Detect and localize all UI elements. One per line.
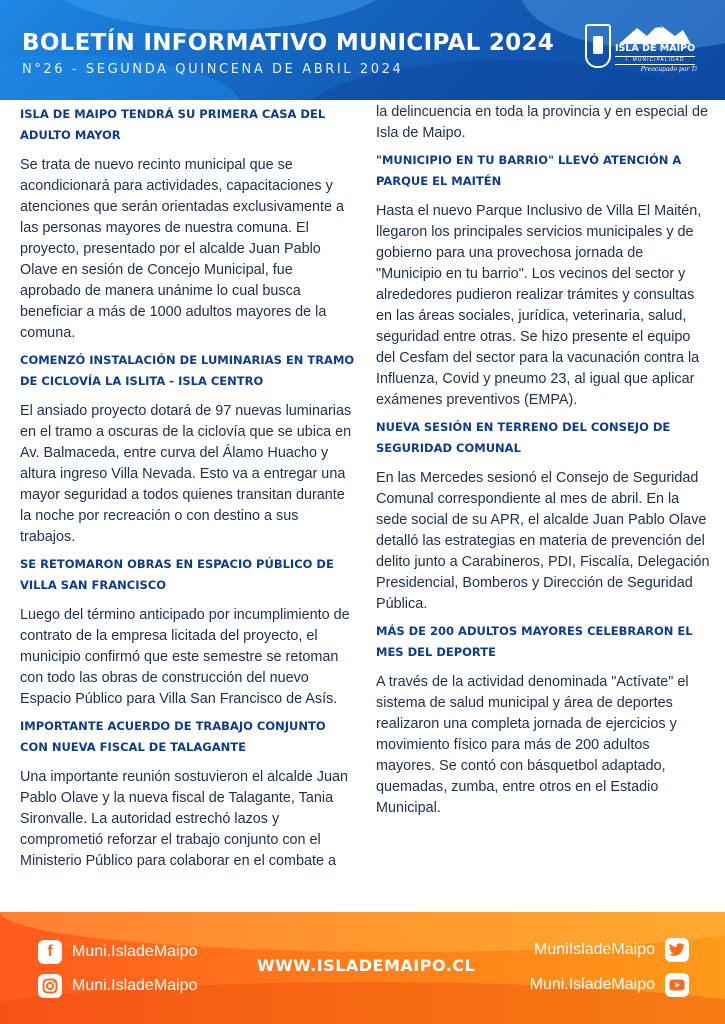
header-banner: [0, 0, 725, 100]
article-title: NUEVA SESIÓN EN TERRENO DEL CONSEJO DE SEGURIDAD COMUNAL: [376, 420, 671, 455]
coat-of-arms-icon: [585, 24, 611, 68]
article-title: ISLA DE MAIPO TENDRÁ SU PRIMERA CASA DEL ADULTO MAYOR: [20, 107, 326, 142]
youtube-icon: [665, 973, 689, 997]
article: [376, 621, 711, 819]
article-title: "MUNICIPIO EN TU BARRIO" LLEVÓ ATENCIÓN A PARQUE EL MAITÉN: [376, 153, 682, 188]
article: [20, 350, 355, 548]
footer-banner: [0, 912, 725, 1024]
facebook-icon: f: [38, 940, 62, 964]
youtube-link[interactable]: [530, 973, 689, 997]
article-body: En las Mercedes sesionó el Consejo de Seguridad Comunal correspondiente al mes de abril. En la sede social de su APR, el alcalde Juan Pablo Olave detalló las estrategias en materia de prevención del delito junto a Carabineros, PDI, Fiscalía, Delegación Presidencial, Bomberos y Dirección de Seguridad Pública.: [376, 470, 710, 612]
article-body: Hasta el nuevo Parque Inclusivo de Villa El Maitén, llegaron los principales servicios municipales y de gobierno para una provechosa jornada de "Municipio en tu barrio". Los vecinos del sector y alrededores pudieron realizar trámites y consultas en las áreas sociales, jurídica, veterinaria, salud, seguridad entre otras. Se hizo presente el equipo del Cesfam del sector para la vacunación contra la Influenza, Covid y pneumo 23, al igual que aplicar exámenes preventivos (EMPA).: [376, 203, 702, 408]
instagram-link[interactable]: [38, 974, 197, 998]
right-column: [376, 102, 711, 819]
logo-name: ISLA DE MAIPO: [615, 43, 696, 54]
article-title: SE RETOMARON OBRAS EN ESPACIO PÚBLICO DE VILLA SAN FRANCISCO: [20, 557, 334, 592]
article-body: Una importante reunión sostuvieron el alcalde Juan Pablo Olave y la nueva fiscal de Talagante, Tania Sironvalle. La autoridad estrechó lazos y comprometió reforzar el trabajo conjunto con el Ministerio Público para colaborar en el combate a: [20, 769, 348, 869]
mountain-icon: [619, 22, 691, 44]
twitter-handle: MuniIsladeMaipo: [534, 941, 655, 958]
article-body: Se trata de nuevo recinto municipal que se acondicionará para actividades, capacitaciones y atenciones que serán orientadas exclusivamente a las personas mayores de nuestra comuna. El proyecto, presentado por el alcalde Juan Pablo Olave en sesión de Concejo Municipal, fue aprobado de manera unánime lo cual busca beneficiar a más de 1000 adultos mayores de la comuna.: [20, 157, 344, 341]
article: [376, 150, 711, 411]
article-title: COMENZÓ INSTALACIÓN DE LUMINARIAS EN TRAMO DE CICLOVÍA LA ISLITA - ISLA CENTRO: [20, 353, 355, 388]
website-link[interactable]: WWW.ISLADEMAIPO.CL: [257, 956, 476, 975]
article-title: IMPORTANTE ACUERDO DE TRABAJO CONJUNTO CON NUEVA FISCAL DE TALAGANTE: [20, 719, 326, 754]
article-continuation: la delincuencia en toda la provincia y en especial de Isla de Maipo.: [376, 104, 709, 141]
article: [20, 104, 355, 344]
page-title: BOLETÍN INFORMATIVO MUNICIPAL 2024: [22, 30, 555, 56]
article-title: MÁS DE 200 ADULTOS MAYORES CELEBRARON EL MES DEL DEPORTE: [376, 624, 693, 659]
article: [20, 554, 355, 710]
left-column: [20, 98, 355, 872]
youtube-handle: Muni.IsladeMaipo: [529, 976, 655, 993]
twitter-link[interactable]: [534, 938, 689, 962]
article-body: El ansiado proyecto dotará de 97 nuevas luminarias en el tramo a oscuras de la ciclovía que se ubica en Av. Balmaceda, entre curva del Álamo Huacho y altura ingreso Villa Nevada. Esto va a entregar una mayor seguridad a todos quienes transitan durante la noche por recreación o con destino a sus trabajos.: [20, 403, 352, 545]
article: [20, 716, 355, 872]
logo-slogan: Preocupado por Ti: [640, 66, 697, 73]
facebook-handle: Muni.IsladeMaipo: [72, 943, 198, 960]
instagram-icon: [38, 974, 62, 998]
article-body: A través de la actividad denominada "Actívate" el sistema de salud municipal y área de deportes realizaron una completa jornada de ejercicios y movimiento físico para más de 200 adultos mayores. Se contó con básquetbol adaptado, quemadas, zumba, entre otros en el Estadio Municipal.: [376, 674, 689, 816]
article: [376, 417, 711, 615]
issue-subtitle: N°26 - SEGUNDA QUINCENA DE ABRIL 2024: [22, 62, 404, 77]
facebook-link[interactable]: [38, 940, 197, 964]
instagram-handle: Muni.IsladeMaipo: [72, 977, 198, 994]
article-body: Luego del término anticipado por incumplimiento de contrato de la empresa licitada del proyecto, el municipio confirmó que este semestre se retoman con todo las obras de construcción del nuevo Espacio Público para Villa San Francisco de Asís.: [20, 607, 350, 707]
twitter-icon: [665, 938, 689, 962]
logo-municipality: I. MUNICIPALIDAD: [615, 56, 695, 65]
municipality-logo: [585, 22, 705, 82]
